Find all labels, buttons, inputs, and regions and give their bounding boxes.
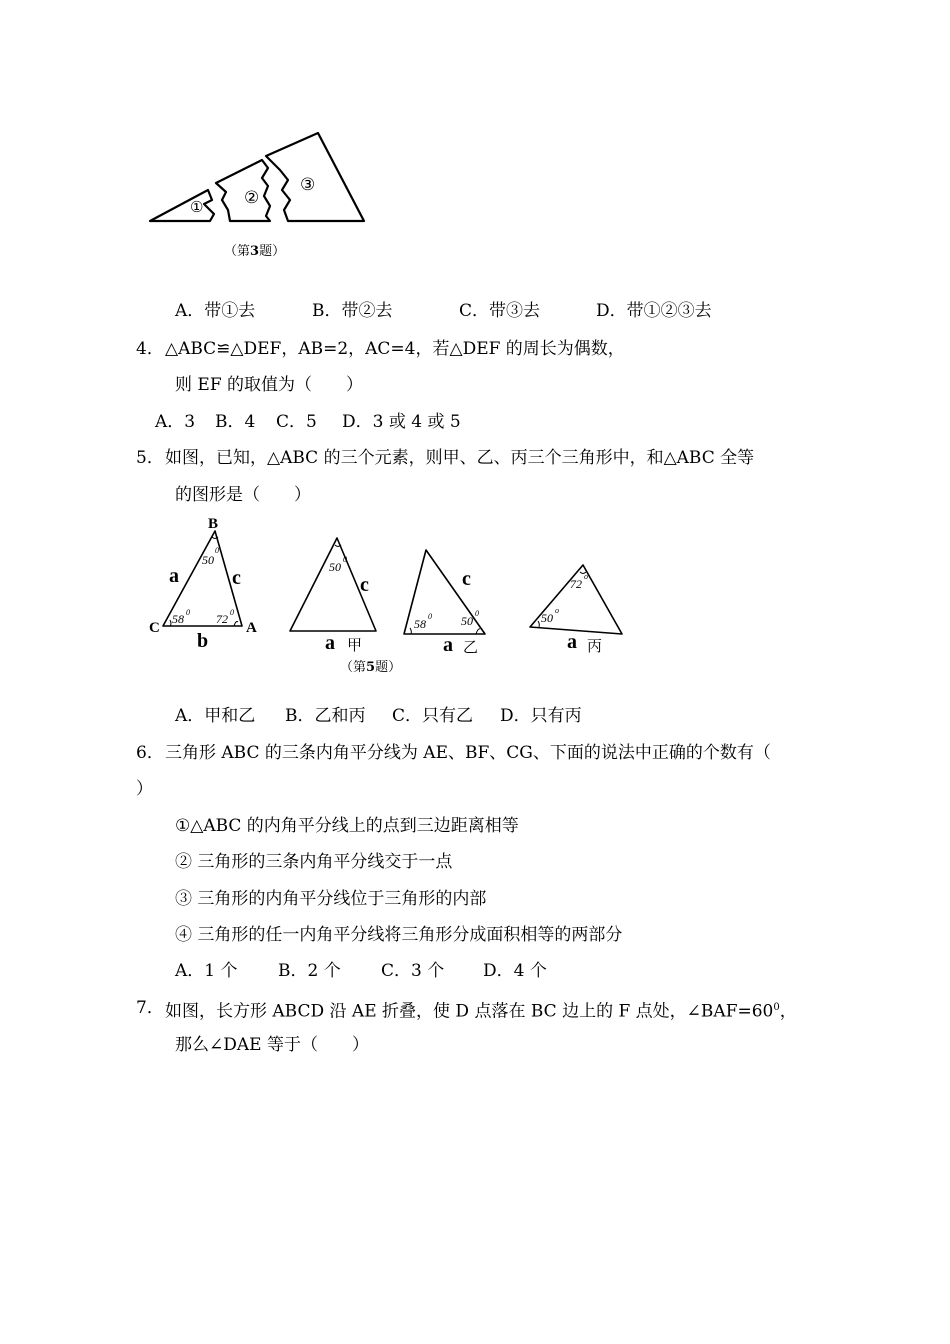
bing-angle-top: 72 <box>570 577 582 591</box>
arc-abc-b <box>212 537 218 539</box>
yi-name: 乙 <box>463 640 479 656</box>
q5-option-d: D．只有丙 <box>500 706 582 726</box>
label-angle-a: 72 <box>216 612 228 626</box>
jia-angle-deg: 0 <box>343 555 347 564</box>
q5-number: 5． <box>136 448 164 468</box>
q7-line-1-end: ， <box>779 1001 797 1022</box>
label-vertex-a: A <box>246 620 257 636</box>
q4-option-d: D．3 或 4 或 5 <box>342 412 461 432</box>
q3-option-b: B．带②去 <box>312 301 393 321</box>
arc-bing-left <box>538 621 539 627</box>
label-side-a: a <box>169 565 179 587</box>
q4-option-b: B．4 <box>215 412 256 432</box>
figure-5-caption: （第5题） <box>340 660 402 675</box>
bing-angle-top-deg: o <box>584 572 588 581</box>
label-angle-b: 50 <box>202 553 214 567</box>
label-angle-b-deg: 0 <box>215 546 219 555</box>
label-angle-c-deg: 0 <box>186 608 190 617</box>
label-angle-a-deg: 0 <box>230 608 234 617</box>
bing-name: 丙 <box>587 639 603 655</box>
q6-option-d: D．4 个 <box>483 961 547 981</box>
yi-angle-right-deg: 0 <box>475 609 479 618</box>
bing-side-a: a <box>567 631 577 653</box>
q3-option-a: A．带①去 <box>175 301 256 321</box>
q6-number: 6． <box>136 743 164 763</box>
bing-angle-left: 50 <box>541 611 553 625</box>
label-vertex-c: C <box>149 620 160 636</box>
piece-3-label: ③ <box>300 175 316 194</box>
label-side-b: b <box>197 630 209 652</box>
q5-line-2: 的图形是（ ） <box>175 485 311 505</box>
q4-line-1: △ABC≌△DEF，AB=2，AC=4，若△DEF 的周长为偶数， <box>165 339 625 359</box>
q6-line-1b: ） <box>136 779 153 799</box>
q4-number: 4． <box>136 339 164 359</box>
figure-3-caption: （第3题） <box>224 244 286 259</box>
q7-line-1-text: 如图，长方形 ABCD 沿 AE 折叠，使 D 点落在 BC 边上的 F 点处，∠BAF=60 <box>165 1001 774 1022</box>
yi-angle-left-deg: 0 <box>428 612 432 621</box>
yi-angle-right: 50 <box>461 614 473 628</box>
q6-item-4: ④ 三角形的任一内角平分线将三角形分成面积相等的两部分 <box>175 925 623 945</box>
arc-yi-left <box>410 628 411 634</box>
q5-line-1: 如图，已知，△ABC 的三个元素，则甲、乙、丙三个三角形中，和△ABC 全等 <box>165 448 755 468</box>
q4-option-a: A．3 <box>155 412 196 432</box>
q6-option-a: A．1 个 <box>175 961 238 981</box>
yi-side-c: c <box>462 568 471 590</box>
q4-line-2: 则 EF 的取值为（ ） <box>175 375 364 395</box>
q5-option-b: B．乙和丙 <box>285 706 366 726</box>
jia-angle: 50 <box>329 560 341 574</box>
q5-option-a: A．甲和乙 <box>175 706 256 726</box>
q6-option-b: B．2 个 <box>278 961 341 981</box>
q7-number: 7． <box>136 998 164 1018</box>
q3-option-d: D．带①②③去 <box>596 301 712 321</box>
caption-number: 3 <box>250 244 260 259</box>
q6-item-1: ①△ABC 的内角平分线上的点到三边距离相等 <box>175 816 519 836</box>
caption-number: 5 <box>366 660 376 675</box>
piece-2-label: ② <box>244 188 260 207</box>
jia-side-c: c <box>360 574 369 596</box>
q6-option-c: C．3 个 <box>381 961 445 981</box>
piece-1-label: ① <box>190 200 204 216</box>
arc-jia <box>335 545 341 547</box>
jia-side-a: a <box>325 632 335 654</box>
q3-option-c: C．带③去 <box>459 301 541 321</box>
arc-abc-c <box>170 620 171 626</box>
label-side-c: c <box>232 567 241 589</box>
yi-angle-left: 58 <box>414 617 426 631</box>
q7-line-2: 那么∠DAE 等于（ ） <box>175 1035 369 1055</box>
q4-option-c: C．5 <box>276 412 317 432</box>
q6-item-2: ② 三角形的三条内角平分线交于一点 <box>175 852 453 872</box>
q6-item-3: ③ 三角形的内角平分线位于三角形的内部 <box>175 889 487 909</box>
label-angle-c: 58 <box>172 612 184 626</box>
q7-degree-mark: 0 <box>773 1002 780 1013</box>
yi-side-a: a <box>443 634 453 656</box>
q7-line-1 <box>165 997 797 1023</box>
q6-line-1: 三角形 ABC 的三条内角平分线为 AE、BF、CG、下面的说法中正确的个数有（ <box>165 743 771 763</box>
jia-name: 甲 <box>347 638 363 654</box>
label-vertex-b: B <box>208 516 219 532</box>
bing-angle-left-deg: o <box>555 606 559 615</box>
q5-option-c: C．只有乙 <box>392 706 474 726</box>
